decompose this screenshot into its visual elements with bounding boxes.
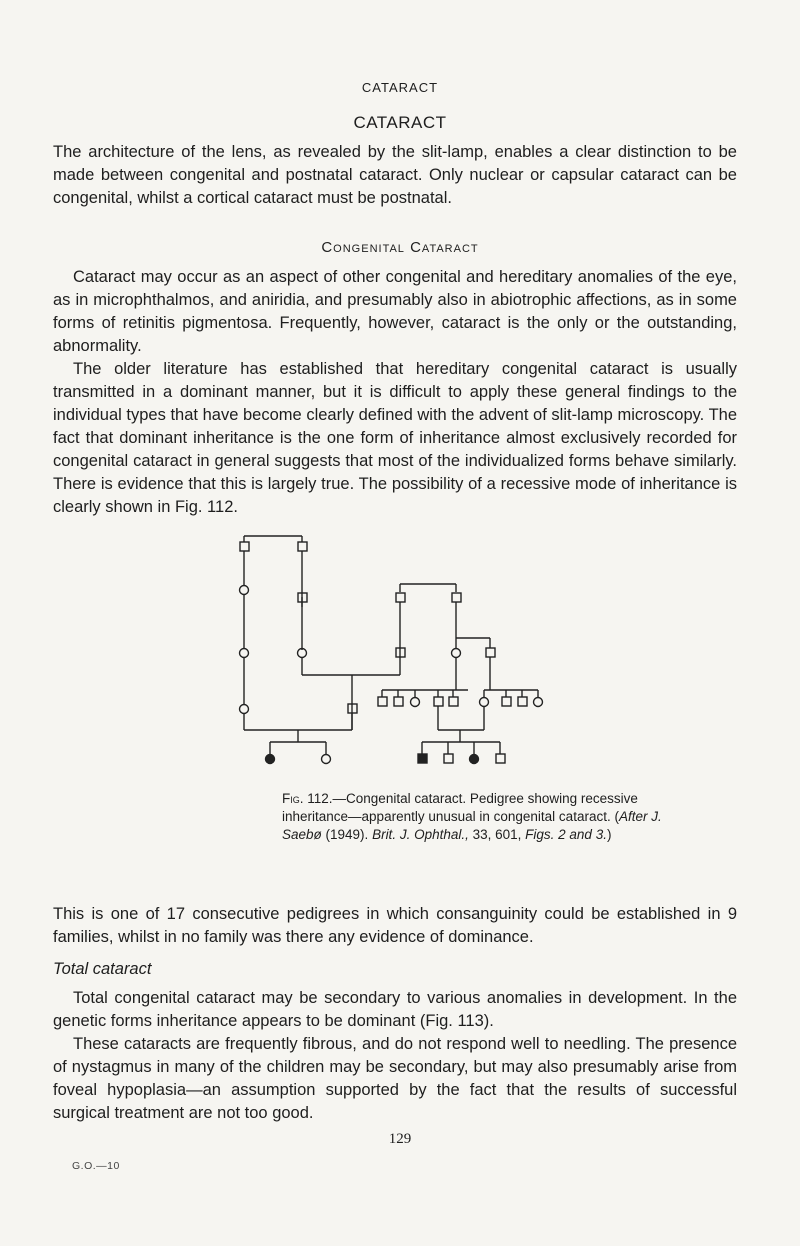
- female-symbol: [240, 649, 249, 658]
- female-symbol: [534, 698, 543, 707]
- figure-source-author: After J. Saebø: [282, 809, 662, 842]
- page-number: 129: [388, 1131, 412, 1147]
- figure-source-ref: 33, 601,: [468, 827, 526, 842]
- male-symbol: [449, 697, 458, 706]
- female-symbol: [240, 705, 249, 714]
- male-symbol: [396, 593, 405, 602]
- signature-mark: G.O.—10: [72, 1160, 120, 1172]
- figure-source-journal: Brit. J. Ophthal.,: [372, 827, 469, 842]
- intro-paragraph: The architecture of the lens, as revealed by the slit-lamp, enables a clear distinction to be made between congenital and postnatal cataract. Only nuclear or capsular cataract can be congenital, whilst a cortical cataract must be postnatal.: [53, 143, 737, 207]
- female-symbol: [480, 698, 489, 707]
- after-figure-paragraph: This is one of 17 consecutive pedigrees in which consanguinity could be established in 9 families, whilst in no family was there any evidence of dominance.: [53, 905, 737, 946]
- male-symbol: [298, 542, 307, 551]
- section-paragraph-1: Cataract may occur as an aspect of other congenital and hereditary anomalies of the eye, as in microphthalmos, and aniridia, and presumably also in abiotrophic affections, as in some forms of retinitis pigmentosa. Frequently, however, cataract is the only or the outstanding, abnormality.: [53, 268, 737, 355]
- male-symbol: [496, 754, 505, 763]
- male-symbol: [434, 697, 443, 706]
- figure-caption-text: —Congenital cataract. Pedigree showing recessive inheritance—apparently unusual in congenital cataract. (: [282, 791, 638, 824]
- male-symbol: [452, 593, 461, 602]
- total-paragraph-2: These cataracts are frequently fibrous, and do not respond well to needling. The presence of nystagmus in many of the children may be secondary, but may also presumably arise from foveal hypoplasia—an assumption supported by the fact that the results of successful surgical treatment are not too good.: [53, 1035, 737, 1122]
- female-symbol: [240, 586, 249, 595]
- male-symbol: [502, 697, 511, 706]
- affected-male-symbol: [418, 754, 427, 763]
- figure-source-year: (1949).: [321, 827, 373, 842]
- subheading-total-cataract: Total cataract: [53, 960, 152, 978]
- female-symbol: [452, 649, 461, 658]
- female-symbol: [322, 755, 331, 764]
- figure-caption: [282, 790, 702, 844]
- figure-label: Fig. 112.: [282, 791, 333, 806]
- male-symbol: [394, 697, 403, 706]
- affected-female-symbol: [266, 755, 275, 764]
- pedigree-chart: [230, 520, 590, 785]
- male-symbol: [378, 697, 387, 706]
- figure-source-close: ): [606, 827, 612, 842]
- section-heading: Congenital Cataract: [321, 239, 479, 256]
- running-head: CATARACT: [361, 80, 439, 95]
- male-symbol: [240, 542, 249, 551]
- male-symbol: [444, 754, 453, 763]
- figure-source-figs: Figs. 2 and 3.: [525, 827, 607, 842]
- male-symbol: [486, 648, 495, 657]
- section-paragraph-2: The older literature has established that hereditary congenital cataract is usually transmitted in a dominant manner, but it is difficult to apply these general findings to the individual types that have become clearly defined with the advent of slit-lamp microscopy. The fact that dominant inheritance is the one form of inheritance almost exclusively recorded for congenital cataract in general suggests that most of the individualized forms behave similarly. There is evidence that this is largely true. The possibility of a recessive mode of inheritance is clearly shown in Fig. 112.: [53, 360, 737, 516]
- male-symbol: [518, 697, 527, 706]
- chapter-title: CATARACT: [353, 113, 447, 132]
- affected-female-symbol: [470, 755, 479, 764]
- female-symbol: [411, 698, 420, 707]
- total-paragraph-1: Total congenital cataract may be secondary to various anomalies in development. In the genetic forms inheritance appears to be dominant (Fig. 113).: [53, 989, 737, 1030]
